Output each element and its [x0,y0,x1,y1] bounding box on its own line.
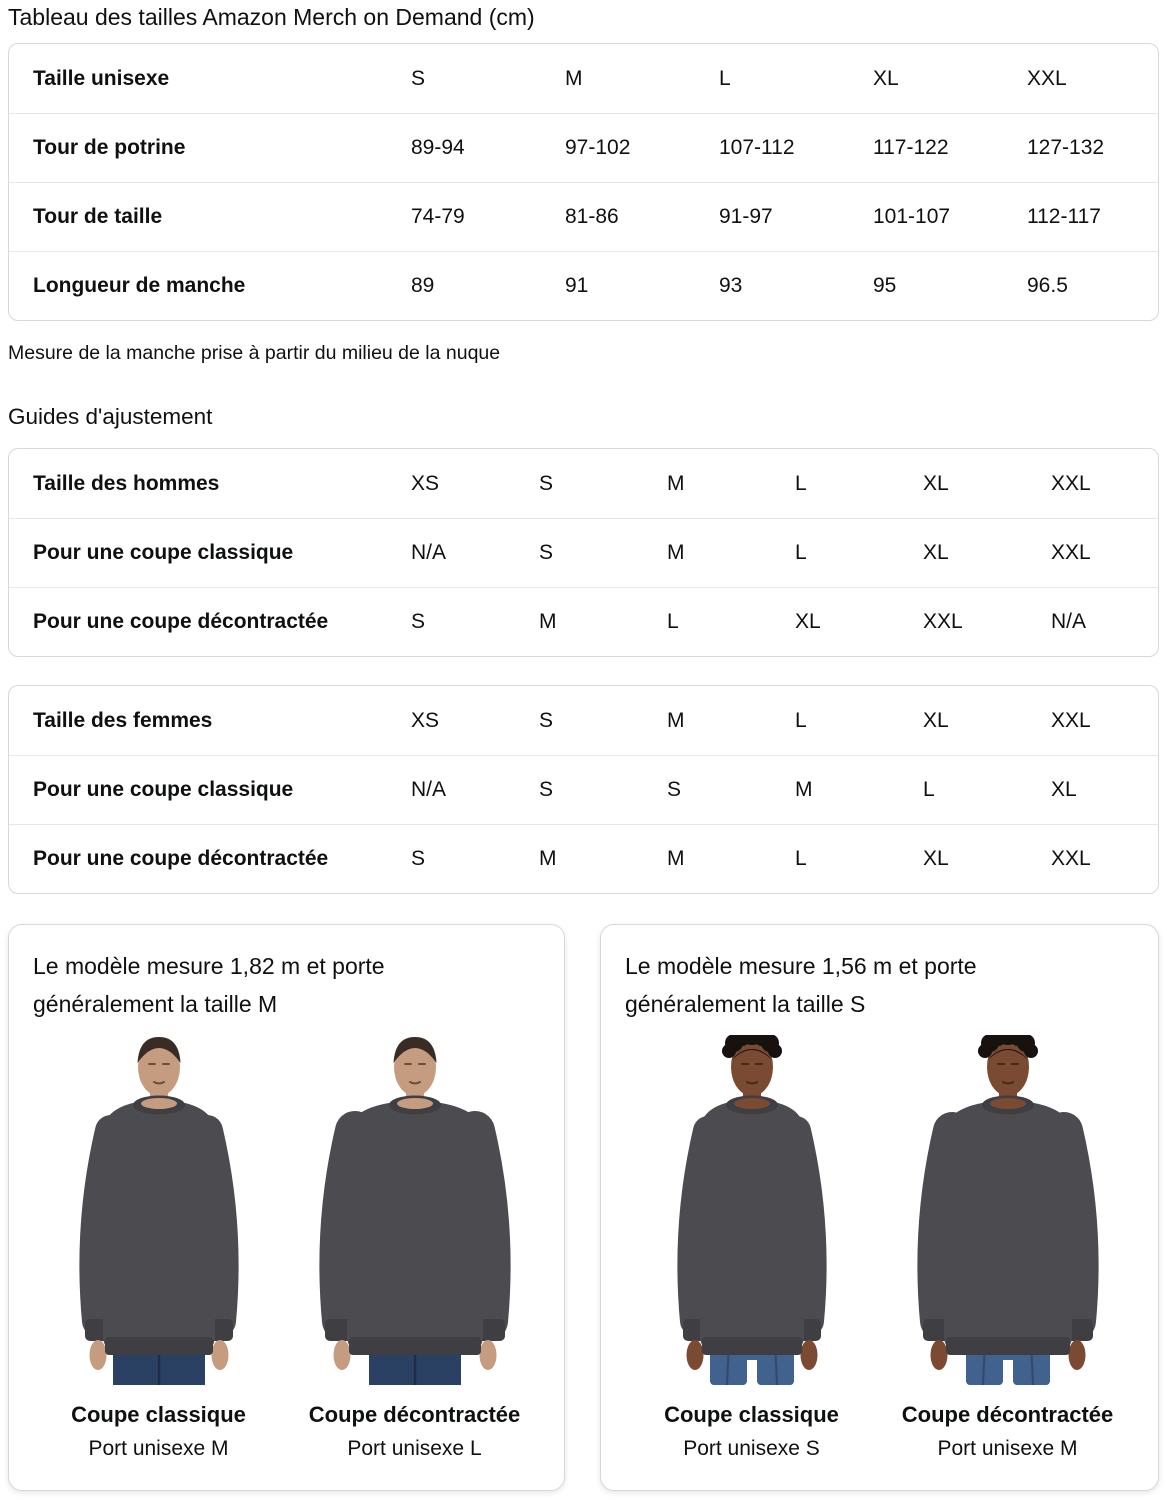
fit-cell: XL [923,708,949,732]
male-model-card [8,924,565,1491]
fit-cell: S [539,471,554,495]
size-cell: S [411,66,426,90]
photo-caption-fit: Coupe décontractée [901,1402,1114,1427]
size-cell: 91-97 [719,205,773,228]
model-photo-female-relaxed [883,1035,1133,1385]
fit-cell: S [539,541,554,564]
photo-caption-size: Port unisexe L [347,1437,482,1460]
fit-cell: S [411,847,426,870]
womens-fit-table [8,685,1159,894]
fit-guides-heading: Guides d'ajustement [8,404,213,429]
fit-cell: XL [795,610,821,633]
table-row [9,587,1158,656]
size-cell: XL [873,66,899,90]
size-table [8,43,1159,321]
table-row [9,449,1158,518]
fit-cell: L [795,541,807,564]
size-cell: 81-86 [565,205,619,228]
photo-caption-size: Port unisexe M [88,1437,229,1460]
photo-row [33,1035,540,1385]
size-cell: 93 [719,274,743,297]
fit-cell: M [667,847,685,870]
table-row [9,182,1158,251]
table-row [9,251,1158,320]
size-cell: 101-107 [873,205,951,228]
size-cell: L [719,66,731,90]
size-cell: 127-132 [1027,136,1105,159]
row-label: Pour une coupe classique [33,541,294,564]
fit-cell: M [539,847,557,870]
size-cell: 97-102 [565,136,631,159]
row-label: Tour de potrine [33,136,186,159]
photo-caption [627,1400,877,1464]
fit-cell: L [795,708,807,732]
photo-caption [883,1400,1133,1464]
photo-caption-fit: Coupe classique [71,1402,246,1427]
female-model-card [600,924,1159,1491]
size-cell: 117-122 [873,136,949,159]
row-label: Longueur de manche [33,274,246,297]
table-row [9,113,1158,182]
model-cards [8,924,1159,1491]
table-row [9,518,1158,587]
row-label: Pour une coupe décontractée [33,847,329,870]
fit-cell: M [667,471,685,495]
fit-cell: XS [411,708,440,732]
fit-cell: L [795,847,807,870]
size-cell: 89 [411,274,435,297]
fit-cell: XL [923,471,949,495]
size-cell: XXL [1027,66,1067,90]
mens-fit-table [8,448,1159,657]
fit-cell: XXL [1051,708,1091,732]
table-row [9,755,1158,824]
fit-cell: S [411,610,426,633]
table-row [9,824,1158,893]
photo-caption-fit: Coupe décontractée [308,1402,521,1427]
row-label: Tour de taille [33,205,163,228]
model-description: Le modèle mesure 1,56 m et porte généralement la taille S [625,953,977,1017]
table-row [9,686,1158,755]
sleeve-measure-note: Mesure de la manche prise à partir du milieu de la nuque [8,342,501,364]
page-title: Tableau des tailles Amazon Merch on Demand (cm) [8,4,535,30]
table-row [9,44,1158,113]
model-photo-male-classic [34,1035,284,1385]
fit-cell: XXL [1051,847,1091,870]
row-label: Taille unisexe [33,66,170,90]
fit-cell: XS [411,471,440,495]
size-cell: 112-117 [1027,205,1101,228]
size-cell: 95 [873,274,897,297]
fit-cell: XL [1051,778,1077,801]
fit-cell: M [795,778,813,801]
row-label: Pour une coupe classique [33,778,294,801]
model-photo-female-classic [627,1035,877,1385]
size-cell: 96.5 [1027,274,1068,297]
fit-cell: S [539,778,554,801]
fit-cell: S [539,708,554,732]
fit-cell: XXL [1051,541,1091,564]
fit-cell: L [795,471,807,495]
photo-caption-size: Port unisexe M [937,1437,1078,1460]
fit-cell: N/A [411,778,447,801]
fit-cell: XXL [923,610,963,633]
size-cell: 91 [565,274,589,297]
model-description: Le modèle mesure 1,82 m et porte généralement la taille M [33,953,385,1017]
fit-cell: S [667,778,682,801]
size-cell: 74-79 [411,205,465,228]
fit-cell: M [539,610,557,633]
photo-caption [290,1400,540,1464]
size-cell: M [565,66,583,90]
model-photo-male-relaxed [290,1035,540,1385]
caption-row [625,1400,1134,1464]
photo-caption-fit: Coupe classique [664,1402,839,1427]
size-cell: 89-94 [411,136,465,159]
fit-cell: XL [923,541,949,564]
caption-row [33,1400,540,1464]
fit-cell: XL [923,847,949,870]
fit-cell: L [923,778,935,801]
photo-caption [34,1400,284,1464]
row-label: Taille des hommes [33,471,220,495]
fit-cell: M [667,708,685,732]
fit-cell: XXL [1051,471,1091,495]
photo-caption-size: Port unisexe S [683,1437,820,1460]
row-label: Taille des femmes [33,708,213,732]
fit-cell: M [667,541,685,564]
row-label: Pour une coupe décontractée [33,610,329,633]
photo-row [625,1035,1134,1385]
fit-cell: L [667,610,679,633]
fit-cell: N/A [1051,610,1087,633]
fit-cell: N/A [411,541,447,564]
size-cell: 107-112 [719,136,795,159]
